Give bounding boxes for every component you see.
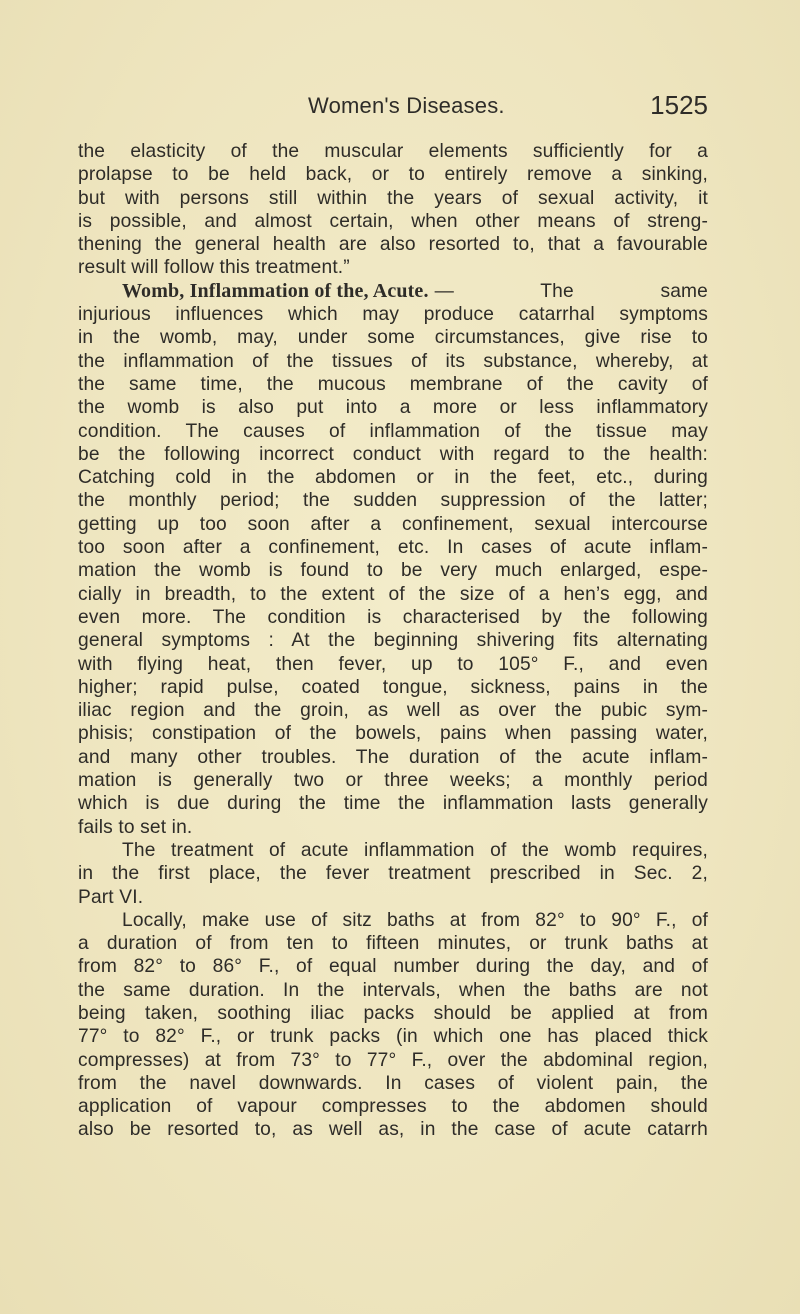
text-line: Locally, make use of sitz baths at from 82° to 90° F., of bbox=[122, 909, 708, 931]
text-line: application of vapour compresses to the abdomen should bbox=[78, 1096, 708, 1118]
text-line: injurious influences which may produce catarrhal symptoms bbox=[78, 304, 708, 326]
section-heading-lead-in: — The same bbox=[434, 280, 708, 302]
text-line: condition. The causes of inflammation of the tissue may bbox=[78, 420, 708, 442]
text-line: from the navel downwards. In cases of violent pain, the bbox=[78, 1072, 708, 1094]
text-line: Catching cold in the abdomen or in the feet, etc., during bbox=[78, 467, 708, 489]
text-line: mation is generally two or three weeks; a monthly period bbox=[78, 770, 708, 792]
text-line: the elasticity of the muscular elements sufficiently for a bbox=[78, 141, 708, 162]
text-line: a duration of from ten to fifteen minutes, or trunk baths at bbox=[78, 933, 708, 955]
text-line: but with persons still within the years of sexual activity, it bbox=[78, 187, 708, 209]
text-line: The treatment of acute inflammation of the womb requires, bbox=[122, 839, 708, 861]
text-line: the same duration. In the intervals, when the baths are not bbox=[78, 979, 708, 1001]
text-line: being taken, soothing iliac packs should be applied at from bbox=[78, 1002, 708, 1024]
text-line: with flying heat, then fever, up to 105° F., and even bbox=[78, 653, 708, 675]
text-line: prolapse to be held back, or to entirely remove a sinking, bbox=[78, 164, 708, 186]
text-line: compresses) at from 73° to 77° F., over the abdominal region, bbox=[78, 1049, 708, 1071]
text-line: too soon after a confinement, etc. In cases of acute inflam- bbox=[78, 537, 708, 559]
section-heading: Womb, Inflammation of the, Acute. bbox=[122, 279, 429, 302]
text-line: the womb is also put into a more or less inflammatory bbox=[78, 397, 708, 419]
text-line: in the womb, may, under some circumstances, give rise to bbox=[78, 327, 708, 349]
text-line: the monthly period; the sudden suppression of the latter; bbox=[78, 490, 708, 512]
text-line: general symptoms : At the beginning shivering fits alternating bbox=[78, 630, 708, 652]
text-line: from 82° to 86° F., of equal number during the day, and of bbox=[78, 956, 708, 978]
text-line: in the first place, the fever treatment prescribed in Sec. 2, bbox=[78, 863, 708, 885]
text-line: be the following incorrect conduct with regard to the health: bbox=[78, 443, 708, 465]
text-line: fails to set in. bbox=[78, 816, 193, 838]
text-line: and many other troubles. The duration of the acute inflam- bbox=[78, 746, 708, 768]
running-title: Women's Diseases. bbox=[308, 93, 505, 118]
page-number: 1525 bbox=[650, 90, 708, 120]
text-line: Part VI. bbox=[78, 886, 144, 908]
text-line: phisis; constipation of the bowels, pains when passing water, bbox=[78, 723, 708, 745]
text-line: also be resorted to, as well as, in the case of acute catarrh bbox=[78, 1119, 708, 1141]
text-line: result will follow this treatment.” bbox=[78, 257, 350, 279]
text-line: the same time, the mucous membrane of the cavity of bbox=[78, 373, 708, 395]
text-line: mation the womb is found to be very much enlarged, espe- bbox=[78, 560, 708, 582]
text-line: the inflammation of the tissues of its substance, whereby, at bbox=[78, 350, 708, 372]
text-line: higher; rapid pulse, coated tongue, sickness, pains in the bbox=[78, 676, 708, 698]
body-text bbox=[78, 140, 708, 1142]
text-line: iliac region and the groin, as well as over the pubic sym- bbox=[78, 700, 708, 722]
text-line: thening the general health are also resorted to, that a favourable bbox=[78, 234, 708, 256]
text-line: 77° to 82° F., or trunk packs (in which one has placed thick bbox=[78, 1026, 708, 1048]
running-head bbox=[78, 90, 708, 123]
text-line: getting up too soon after a confinement, sexual intercourse bbox=[78, 513, 708, 535]
text-line: is possible, and almost certain, when other means of streng- bbox=[78, 210, 708, 232]
text-line: even more. The condition is characterised by the following bbox=[78, 606, 708, 628]
text-line: which is due during the time the inflammation lasts generally bbox=[78, 793, 708, 815]
text-line: cially in breadth, to the extent of the size of a hen’s egg, and bbox=[78, 583, 708, 605]
section-heading-line bbox=[78, 280, 708, 303]
